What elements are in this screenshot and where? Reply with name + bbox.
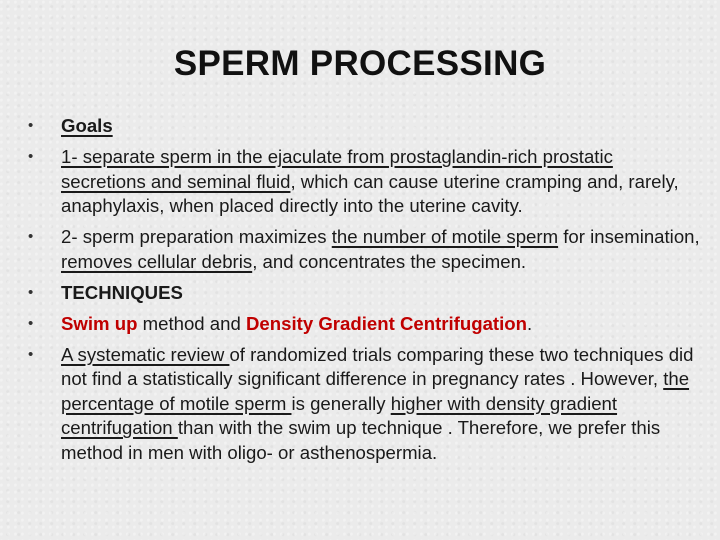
- techniques-heading: TECHNIQUES: [61, 281, 183, 303]
- bullet-techniques: [24, 281, 700, 306]
- review-text-a: of randomized trials comparing these two techniques did not find a statistically significant difference in pregnancy rates . However,: [61, 343, 694, 389]
- review-underlined-2: the percentage of motile sperm: [61, 368, 690, 414]
- methods-connector: method and: [137, 312, 246, 334]
- goal-2-text-b: for insemination,: [558, 226, 700, 247]
- goal-1-text: , which can cause uterine cramping and, rarely, anaphylaxis, when placed directly into the uterine cavity.: [61, 170, 679, 216]
- methods-period: .: [527, 312, 533, 334]
- goal-1-underlined: 1- separate sperm in the ejaculate from prostaglandin-rich prostatic secretions and seminal fluid: [61, 146, 613, 192]
- swim-up-term: Swim up: [61, 312, 138, 334]
- slide-title: SPERM PROCESSING: [173, 44, 547, 83]
- bullet-list: [24, 114, 700, 472]
- bullet-review: [24, 343, 700, 466]
- goal-2-underlined-2: removes cellular debris: [61, 250, 253, 272]
- review-text-c: than with the swim up technique . Therefore, we prefer this method in men with oligo- or asthenospermia.: [61, 417, 661, 463]
- goal-2-text-a: 2- sperm preparation maximizes: [61, 226, 332, 247]
- density-gradient-term: Density Gradient Centrifugation: [246, 312, 527, 334]
- bullet-goal-1: [24, 145, 700, 219]
- bullet-goal-2: [24, 225, 700, 274]
- goal-2-underlined-1: the number of motile sperm: [331, 226, 559, 247]
- review-underlined-1: A systematic review: [61, 343, 230, 365]
- bullet-methods: [24, 312, 700, 337]
- review-text-b: is generally: [291, 392, 391, 414]
- goals-heading: Goals: [61, 115, 113, 136]
- review-underlined-3: higher with density gradient centrifugation: [61, 392, 618, 438]
- goal-2-text-c: , and concentrates the specimen.: [252, 250, 527, 272]
- bullet-goals: [24, 114, 700, 139]
